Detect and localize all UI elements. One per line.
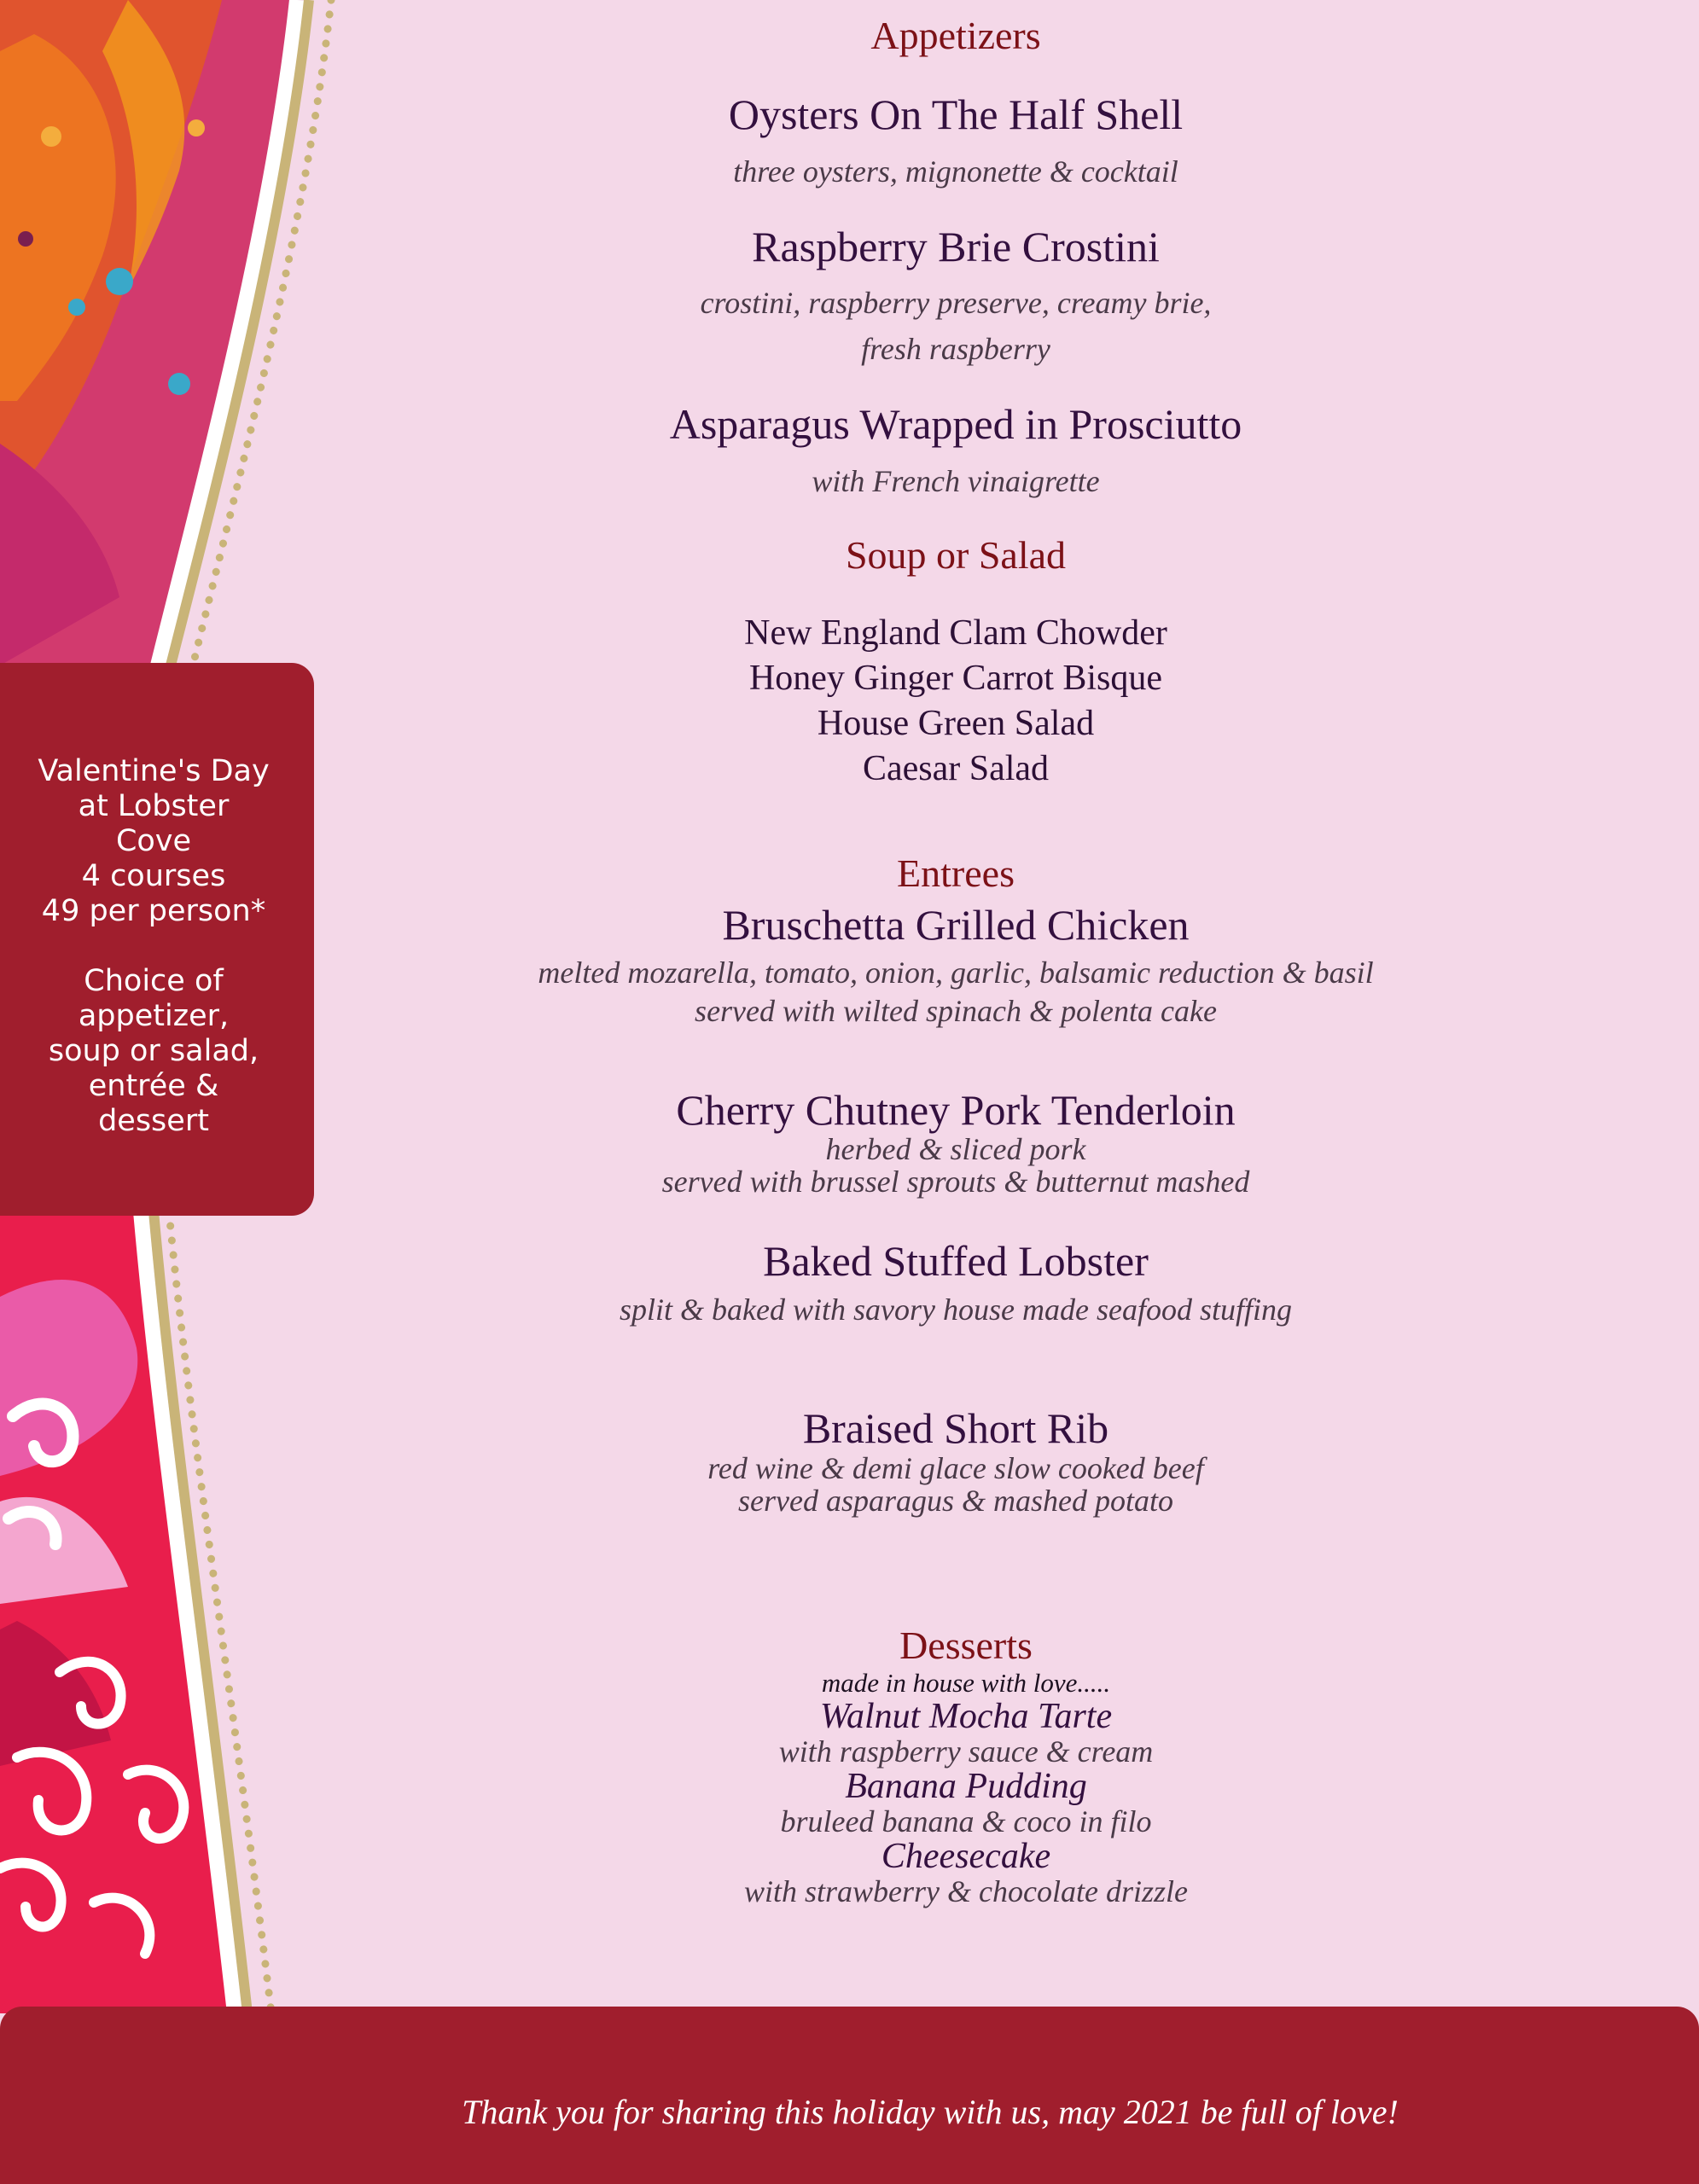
soup-salad-item: New England Clam Chowder: [744, 613, 1167, 653]
appetizer-name: Oysters On The Half Shell: [728, 90, 1184, 138]
info-line: dessert: [98, 1104, 209, 1138]
entree-desc: served with wilted spinach & polenta cake: [695, 994, 1217, 1028]
footer-banner: [0, 2007, 1699, 2184]
info-line: 49 per person*: [41, 894, 266, 928]
footer-message: Thank you for sharing this holiday with us, may 2021 be full of love!: [462, 2093, 1399, 2131]
info-line: at Lobster: [78, 789, 230, 823]
appetizer-name: Asparagus Wrapped in Prosciutto: [669, 400, 1242, 448]
dessert-desc: with strawberry & chocolate drizzle: [744, 1874, 1188, 1908]
entree-desc: red wine & demi glace slow cooked beef: [707, 1451, 1204, 1485]
appetizer-desc: fresh raspberry: [861, 332, 1050, 366]
entree-name: Bruschetta Grilled Chicken: [722, 901, 1190, 949]
dessert-desc: bruleed banana & coco in filo: [780, 1804, 1152, 1838]
dessert-name: Cheesecake: [881, 1837, 1051, 1876]
appetizers-heading: Appetizers: [870, 14, 1041, 57]
entree-name: Cherry Chutney Pork Tenderloin: [676, 1086, 1236, 1134]
desserts-heading: Desserts: [899, 1623, 1033, 1667]
entree-desc: split & baked with savory house made seafood stuffing: [620, 1292, 1292, 1327]
soup-salad-heading: Soup or Salad: [845, 533, 1067, 577]
entree-desc: served asparagus & mashed potato: [738, 1484, 1173, 1518]
entree-name: Baked Stuffed Lobster: [763, 1237, 1149, 1285]
info-line: Choice of: [84, 964, 224, 998]
info-box: [0, 663, 314, 1216]
entree-desc: melted mozarella, tomato, onion, garlic, balsamic reduction & basil: [538, 956, 1374, 990]
entrees-heading: Entrees: [897, 851, 1015, 895]
appetizer-desc: crostini, raspberry preserve, creamy brie,: [700, 286, 1212, 320]
info-line: 4 courses: [81, 859, 226, 893]
info-line: Cove: [115, 824, 192, 858]
info-box-text: [0, 754, 324, 1139]
entree-desc: herbed & sliced pork: [825, 1132, 1086, 1166]
info-line: soup or salad,: [48, 1034, 259, 1068]
appetizer-desc: three oysters, mignonette & cocktail: [733, 154, 1178, 189]
soup-salad-item: Honey Ginger Carrot Bisque: [748, 659, 1163, 698]
entree-name: Braised Short Rib: [802, 1404, 1109, 1452]
soup-salad-item: Caesar Salad: [862, 749, 1050, 788]
appetizer-desc: with French vinaigrette: [812, 464, 1100, 498]
entree-desc: served with brussel sprouts & butternut mashed: [661, 1165, 1250, 1199]
dessert-name: Walnut Mocha Tarte: [819, 1697, 1113, 1736]
info-line: appetizer,: [78, 999, 230, 1033]
soup-salad-item: House Green Salad: [817, 704, 1095, 743]
desserts-note: made in house with love.....: [821, 1668, 1111, 1698]
info-line: Valentine's Day: [38, 754, 270, 788]
dessert-name: Banana Pudding: [845, 1767, 1087, 1806]
dessert-desc: with raspberry sauce & cream: [778, 1734, 1154, 1769]
info-line: entrée &: [88, 1069, 219, 1103]
appetizer-name: Raspberry Brie Crostini: [752, 223, 1160, 270]
